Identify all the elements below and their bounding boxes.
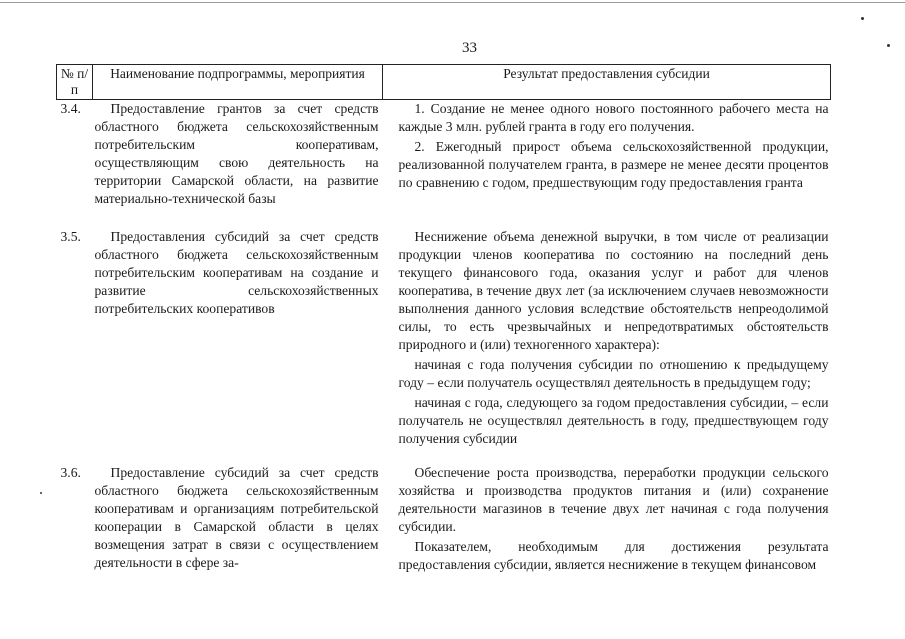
header-result: Результат предоставления субсидии (383, 65, 831, 100)
result-paragraph: Обеспечение роста производства, переработки продукции сельского хозяйства и производства продуктов питания и (или) сохранение деятельности магазинов в течение двух лет начиная с года получения субсидии. (398, 465, 829, 534)
result-paragraph: начиная с года получения субсидии по отношению к предыдущему году – если получатель осуществлял деятельность в предыдущем году; (398, 357, 829, 390)
table-header-row (57, 65, 831, 100)
row-number: 3.6. (60, 465, 81, 480)
measure-name: Предоставление грантов за счет средств областного бюджета сельскохозяйственным потребительским кооперативам, осуществляющим свою деятельность на территории Самарской области, на развитие материально-технической базы (94, 101, 379, 206)
row-number: 3.5. (60, 229, 81, 244)
result-cell (383, 100, 831, 217)
scan-speck (861, 17, 864, 20)
table-row (57, 100, 831, 217)
measure-name: Предоставления субсидий за счет средств областного бюджета сельскохозяйственным потребительским кооперативам на создание и развитие сельскохозяйственных потребительских кооперативов (94, 229, 379, 316)
subsidy-results-table (56, 64, 831, 576)
result-cell (383, 216, 831, 464)
scan-speck (40, 492, 42, 494)
row-number: 3.4. (60, 101, 81, 116)
scan-speck (887, 44, 890, 47)
result-paragraph: Показателем, необходимым для достижения результата предоставления субсидии, является неснижение в текущем финансовом (398, 539, 829, 572)
result-paragraph: Неснижение объема денежной выручки, в том числе от реализации продукции членов кооператива по состоянию на последний день текущего финансового года, оказания услуг и работ для членов кооператива, в течение двух лет (за исключением случаев невозможности выполнения данного условия вследствие обстоятельств непреодолимой силы, то есть чрезвычайных и непредотвратимых обстоятельств природного и (или) техногенного характера): (398, 229, 829, 352)
table-row (57, 216, 831, 464)
result-paragraph: 1. Создание не менее одного нового постоянного рабочего места на каждые 3 млн. рублей гранта в году его получения. (398, 101, 829, 134)
header-name: Наименование подпрограммы, мероприятия (93, 65, 383, 100)
scan-edge-line (0, 2, 905, 3)
result-paragraph: начиная с года, следующего за годом предоставления субсидии, – если получатель не осуществлял деятельность в году, предшествующем году получения субсидии (398, 395, 829, 446)
table-row (57, 464, 831, 576)
measure-name: Предоставление субсидий за счет средств областного бюджета сельскохозяйственным кооперативам и организациям потребительской кооперации в Самарской области в целях возмещения затрат в связи с осуществлением деятельности в сфере за- (94, 465, 379, 570)
header-num: № п/п (57, 65, 93, 100)
result-cell (383, 464, 831, 576)
page-number: 33 (462, 40, 477, 56)
result-paragraph: 2. Ежегодный прирост объема сельскохозяйственной продукции, реализованной получателем гранта, в размере не менее десяти процентов по сравнению с годом, предшествующим году предоставления гранта (398, 139, 829, 190)
